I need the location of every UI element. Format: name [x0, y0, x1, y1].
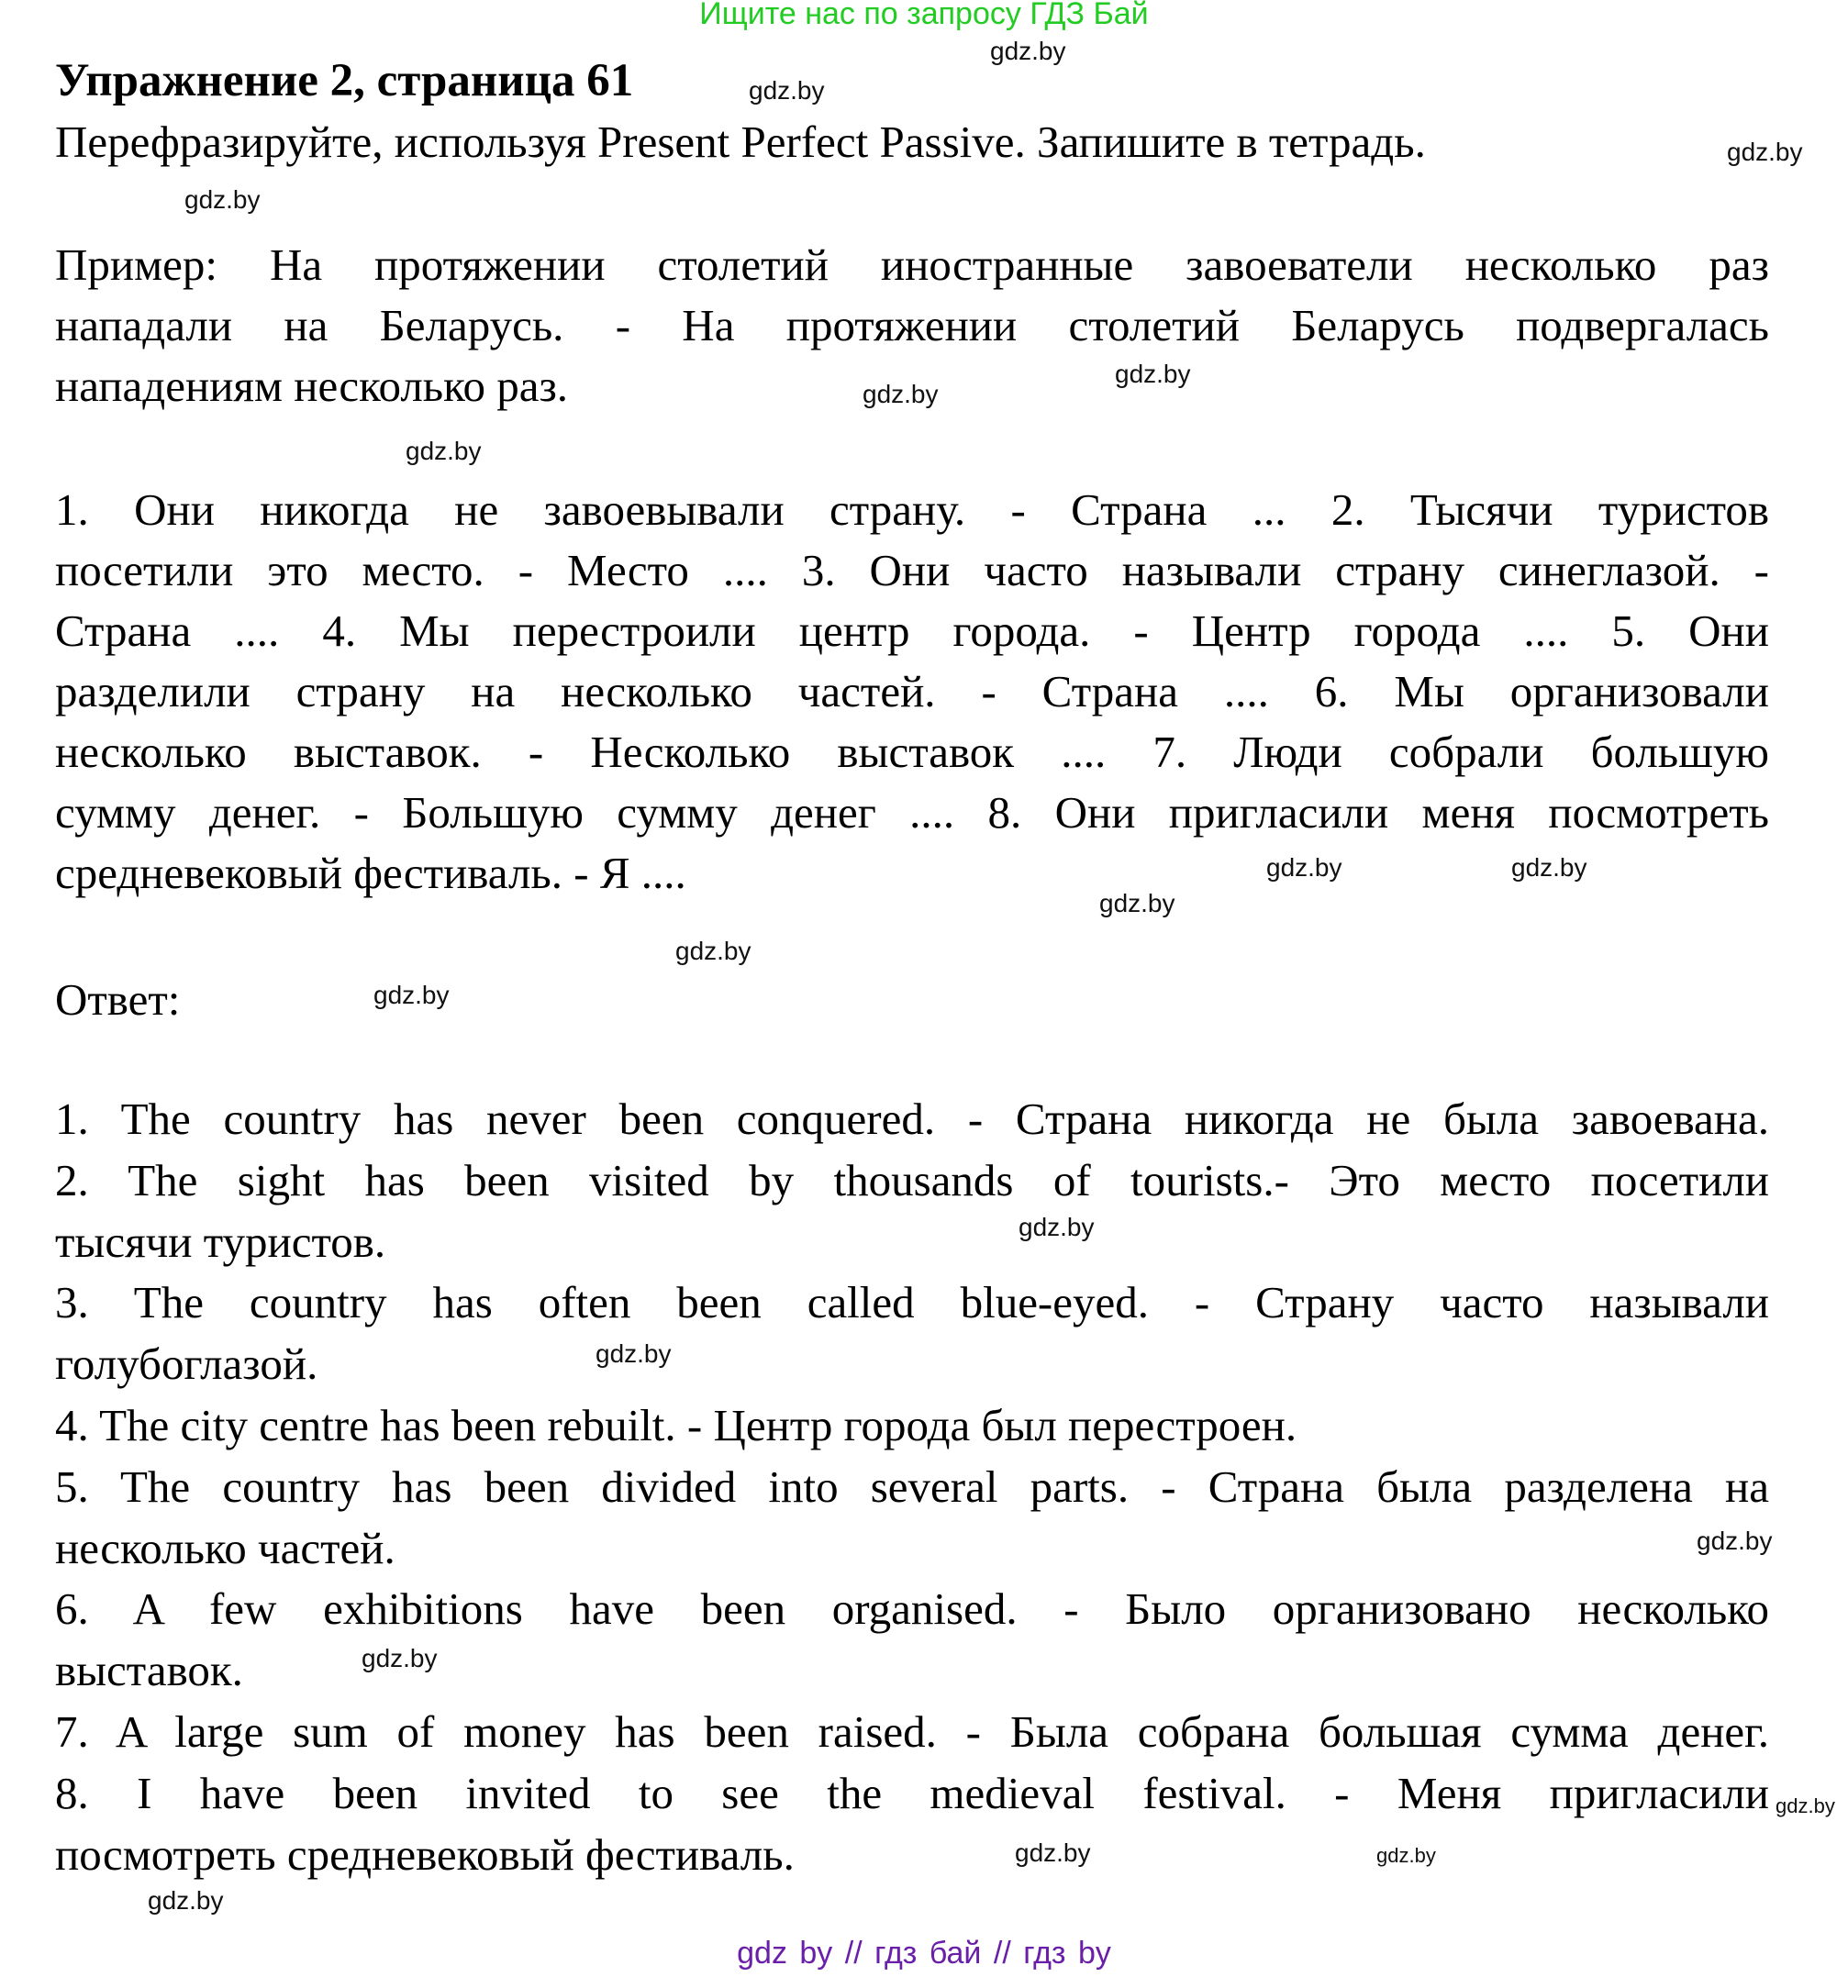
watermark: gdz.by	[1376, 1844, 1436, 1867]
exercise-line: разделили страну на несколько частей. - Страна .... 6. Мы организовали	[55, 666, 1769, 716]
answer-line: 2. The sight has been visited by thousands of tourists.- Это место посетили	[55, 1154, 1769, 1205]
exercise-text	[55, 480, 1769, 904]
watermark: gdz.by	[1776, 1794, 1835, 1817]
answers-list	[55, 1089, 1769, 1885]
watermark: gdz.by	[675, 937, 751, 965]
answer-line: 8. I have been invited to see the medieval festival. - Меня пригласили	[55, 1767, 1769, 1818]
watermark: gdz.by	[863, 380, 939, 408]
answer-label-text: Ответ:	[55, 974, 181, 1025]
watermark: gdz.by	[1115, 360, 1191, 388]
watermark: gdz.by	[373, 981, 450, 1009]
answer-line: несколько частей.	[55, 1522, 395, 1573]
answer-line: 1. The country has never been conquered. - Страна никогда не была завоевана.	[55, 1094, 1769, 1144]
example-line: Пример: На протяжении столетий иностранные завоеватели несколько раз	[55, 239, 1769, 290]
answer-line: голубоглазой.	[55, 1338, 318, 1390]
exercise-line: посетили это место. - Место .... 3. Они часто называли страну синеглазой. -	[55, 545, 1769, 595]
watermark: gdz.by	[1266, 853, 1342, 882]
watermark: gdz.by	[1697, 1527, 1773, 1555]
exercise-line: сумму денег. - Большую сумму денег .... 8. Они пригласили меня посмотреть	[55, 787, 1769, 838]
answer-line: тысячи туристов.	[55, 1216, 386, 1267]
exercise-line: Страна .... 4. Мы перестроили центр города. - Центр города .... 5. Они	[55, 605, 1769, 656]
page-title: Упражнение 2, страница 61	[55, 55, 634, 106]
watermark: gdz.by	[406, 437, 482, 465]
answer-line: 6. A few exhibitions have been organised. - Было организовано несколько	[55, 1583, 1769, 1635]
watermark: gdz.by	[148, 1886, 224, 1915]
answer-line: 7. A large sum of money has been raised. - Была собрана большая сумма денег.	[55, 1705, 1769, 1757]
answer-line: 4. The city centre has been rebuilt. - Центр города был перестроен.	[55, 1399, 1297, 1450]
watermark: gdz.by	[596, 1339, 672, 1368]
exercise-line: 1. Они никогда не завоевывали страну. - Страна ... 2. Тысячи туристов	[55, 484, 1769, 535]
instruction	[55, 112, 1769, 172]
answer-line: выставок.	[55, 1645, 243, 1696]
exercise-line: несколько выставок. - Несколько выставок .... 7. Люди собрали большую	[55, 727, 1769, 777]
answer-line: 5. The country has been divided into several parts. - Страна была разделена на	[55, 1460, 1769, 1512]
answer-line: 3. The country has often been called blue-eyed. - Страну часто называли	[55, 1277, 1769, 1328]
exercise-line: средневековый фестиваль. - Я ....	[55, 848, 686, 898]
watermark: gdz.by	[1511, 853, 1587, 882]
watermark: gdz.by	[1015, 1838, 1091, 1867]
watermark: gdz.by	[184, 185, 261, 214]
example-line: нападали на Беларусь. - На протяжении столетий Беларусь подвергалась	[55, 300, 1769, 350]
watermark: gdz.by	[990, 37, 1066, 65]
footer-links[interactable]: gdz by // гдз бай // гдз by	[737, 1936, 1111, 1971]
watermark: gdz.by	[362, 1644, 438, 1672]
top-banner: Ищите нас по запросу ГДЗ Бай	[699, 0, 1149, 31]
answer-label	[55, 970, 1769, 1030]
watermark: gdz.by	[1727, 138, 1803, 166]
example-line: нападениям несколько раз.	[55, 361, 569, 411]
watermark: gdz.by	[1099, 889, 1175, 917]
watermark: gdz.by	[1019, 1213, 1095, 1241]
answer-line: посмотреть средневековый фестиваль.	[55, 1828, 795, 1880]
watermark: gdz.by	[749, 76, 825, 105]
instruction-line: Перефразируйте, используя Present Perfect Passive. Запишите в тетрадь.	[55, 117, 1426, 167]
